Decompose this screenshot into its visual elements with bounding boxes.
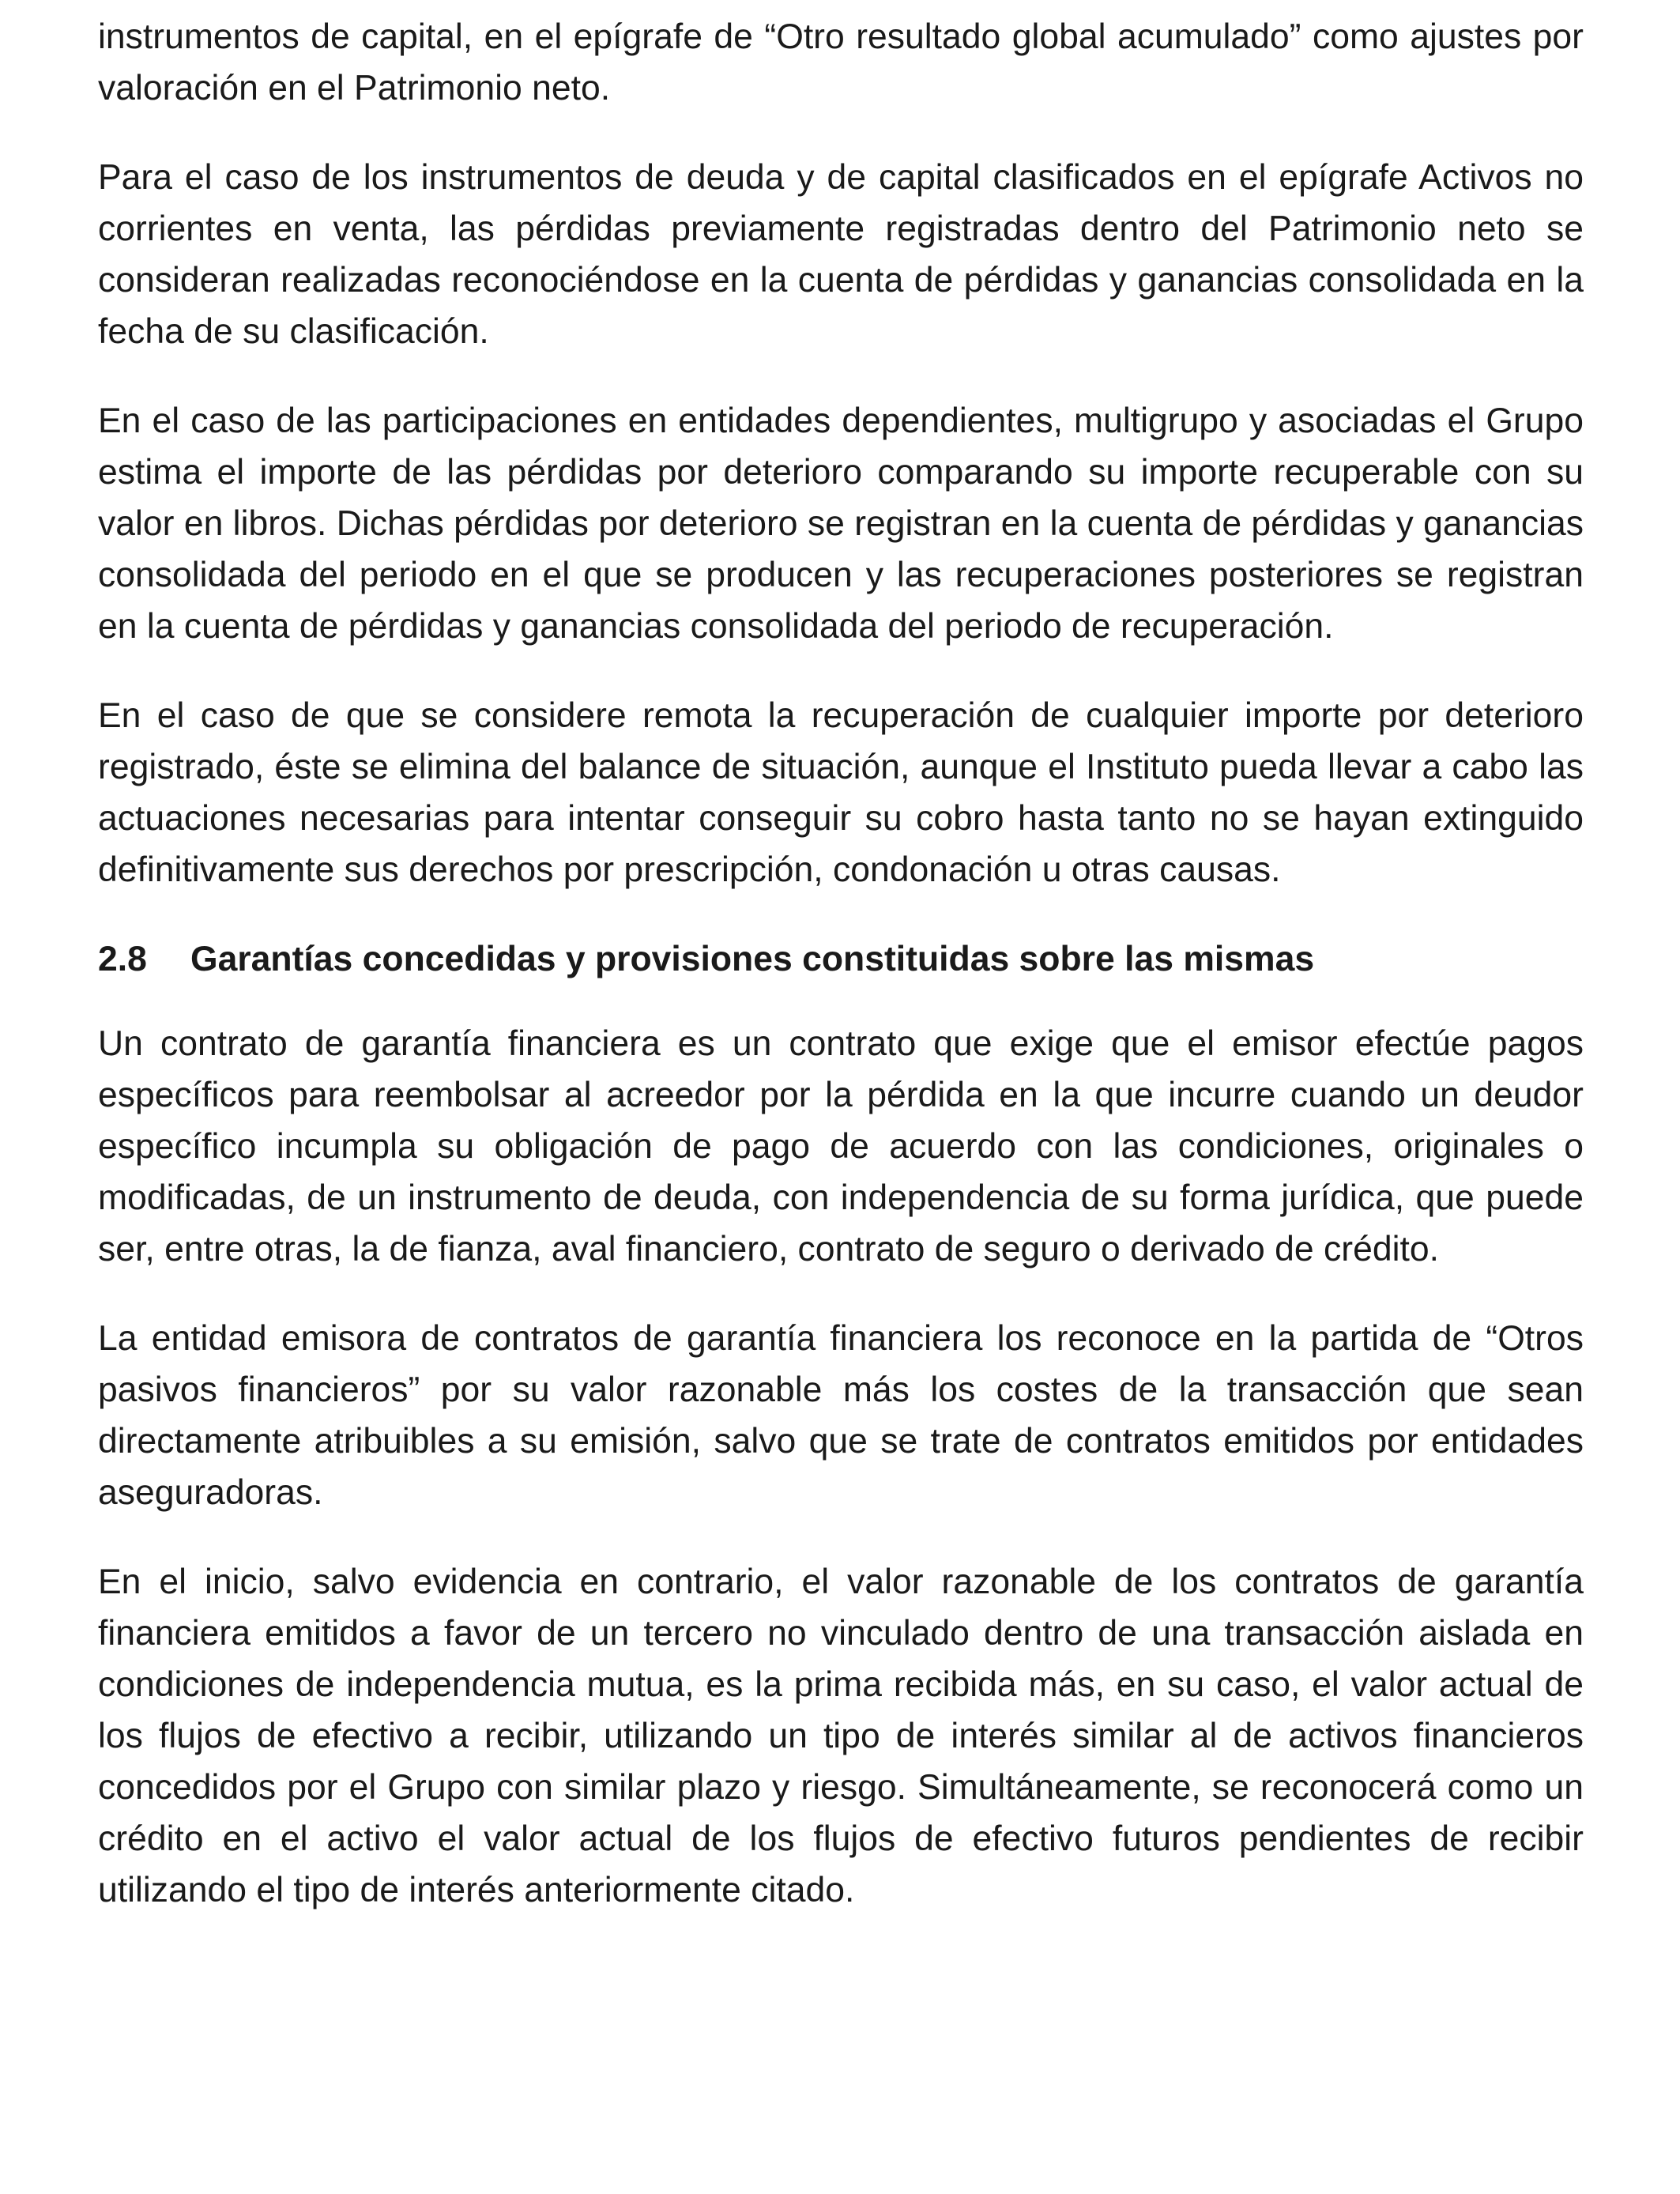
paragraph-recuperacion-remota: En el caso de que se considere remota la recuperación de cualquier importe por deterioro registrado, éste se elimina del balance de situación, aunque el Instituto pueda llevar a cabo las actuaciones necesarias para intentar conseguir su cobro hasta tanto no se hayan extinguido definitivamente sus derechos por prescripción, condonación u otras causas.: [98, 696, 1584, 889]
paragraph-entidad-emisora: La entidad emisora de contratos de garantía financiera los reconoce en la partida de “Otros pasivos financieros” por su valor razonable más los costes de la transacción que sean directamente atribuibles a su emisión, salvo que se trate de contratos emitidos por entidades aseguradoras.: [98, 1319, 1584, 1512]
section-number: 2.8: [98, 940, 147, 978]
section-heading: [98, 933, 1584, 985]
paragraph-participaciones: En el caso de las participaciones en entidades dependientes, multigrupo y asociadas el Grupo estima el importe de las pérdidas por deterioro comparando su importe recuperable con su valor en libros. Dichas pérdidas por deterioro se registran en la cuenta de pérdidas y ganancias consolidada del periodo en el que se producen y las recuperaciones posteriores se registran en la cuenta de pérdidas y ganancias consolidada del periodo de recuperación.: [98, 401, 1584, 646]
paragraph-valor-razonable-inicio: En el inicio, salvo evidencia en contrario, el valor razonable de los contratos de garantía financiera emitidos a favor de un tercero no vinculado dentro de una transacción aislada en condiciones de independencia mutua, es la prima recibida más, en su caso, el valor actual de los flujos de efectivo a recibir, utilizando un tipo de interés similar al de activos financieros concedidos por el Grupo con similar plazo y riesgo. Simultáneamente, se reconocerá como un crédito en el activo el valor actual de los flujos de efectivo futuros pendientes de recibir utilizando el tipo de interés anteriormente citado.: [98, 1563, 1584, 1909]
paragraph-contrato-garantia: Un contrato de garantía financiera es un contrato que exige que el emisor efectúe pagos específicos para reembolsar al acreedor por la pérdida en la que incurre cuando un deudor específico incumpla su obligación de pago de acuerdo con las condiciones, originales o modificadas, de un instrumento de deuda, con independencia de su forma jurídica, que puede ser, entre otras, la de fianza, aval financiero, contrato de seguro o derivado de crédito.: [98, 1024, 1584, 1269]
paragraph-activos-no-corrientes: Para el caso de los instrumentos de deuda y de capital clasificados en el epígrafe Activos no corrientes en venta, las pérdidas previamente registradas dentro del Patrimonio neto se consideran realizadas reconociéndose en la cuenta de pérdidas y ganancias consolidada en la fecha de su clasificación.: [98, 158, 1584, 351]
paragraph-ajustes-valoracion: instrumentos de capital, en el epígrafe de “Otro resultado global acumulado” como ajustes por valoración en el Patrimonio neto.: [98, 17, 1584, 107]
section-title: Garantías concedidas y provisiones constituidas sobre las mismas: [190, 940, 1315, 978]
document-page: [98, 11, 1584, 1954]
